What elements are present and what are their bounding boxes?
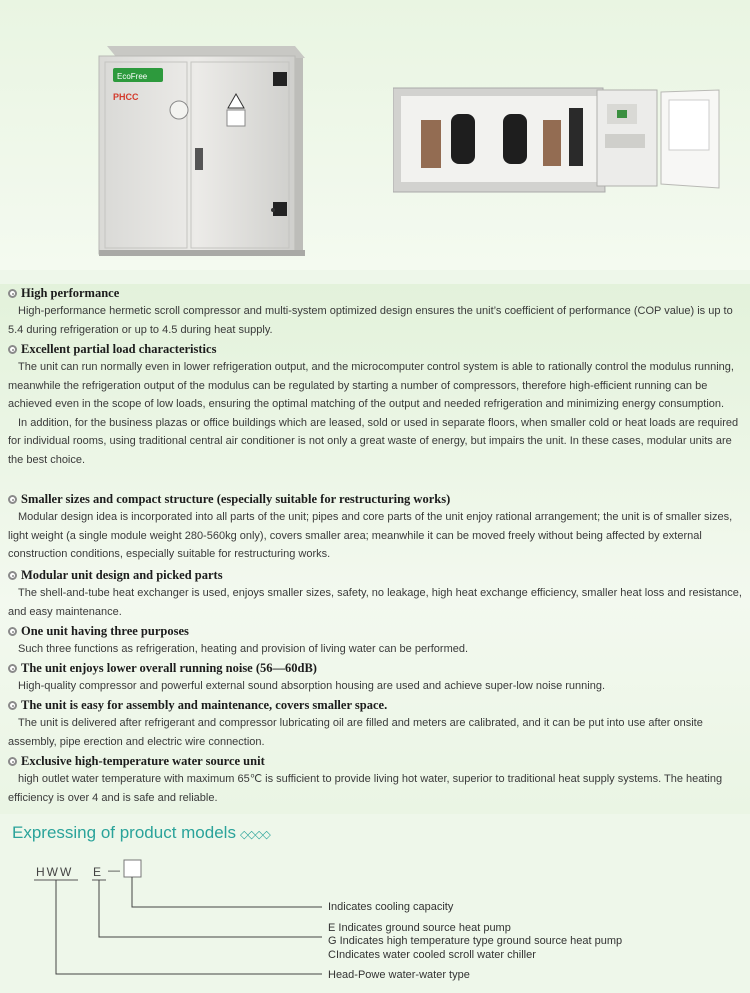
circle-bullet-icon <box>8 289 17 298</box>
feature-modular-design <box>8 566 742 621</box>
connector-prefix <box>56 880 322 974</box>
feature-heading: One unit having three purposes <box>21 624 189 638</box>
code-letter: E <box>93 865 104 879</box>
feature-heading: The unit enjoys lower overall running noise (56—60dB) <box>21 661 317 675</box>
model-code-diagram <box>0 852 750 993</box>
models-title-text: Expressing of product models <box>12 823 236 842</box>
feature-text: Such three functions as refrigeration, heating and provision of living water can be performed. <box>18 643 469 655</box>
feature-heading: High performance <box>21 286 120 300</box>
feature-heading: The unit is easy for assembly and maintenance, covers smaller space. <box>21 698 388 712</box>
circle-bullet-icon <box>8 571 17 580</box>
circle-bullet-icon <box>8 627 17 636</box>
feature-text: The unit can run normally even in lower refrigeration output, and the microcomputer control system is able to rationally control the modulus running, meanwhile the refrigeration output of the modulus can be regulated by starting a number of compressors, therefore high-efficient running can be achieved even in the scope of low loads, ensuring the optimal matching of the output and needed refrigeration and minimizing energy consumption. <box>8 361 734 411</box>
feature-text: The shell-and-tube heat exchanger is used, enjoys smaller sizes, safety, no leakage, high heat exchange efficiency, smaller heat loss and resistance, and easy maintenance. <box>8 587 742 618</box>
feature-heading: Excellent partial load characteristics <box>21 342 217 356</box>
feature-compact-structure <box>8 490 742 564</box>
feature-heading: Smaller sizes and compact structure (especially suitable for restructuring works) <box>21 492 451 506</box>
circle-bullet-icon <box>8 495 17 504</box>
hinge-top <box>273 72 287 86</box>
circle-bullet-icon <box>8 664 17 673</box>
circle-bullet-icon <box>8 757 17 766</box>
hinge-bottom <box>273 202 287 216</box>
feature-text: High-quality compressor and powerful external sound absorption housing are used and achieve super-low noise running. <box>18 680 606 692</box>
feature-text: Modular design idea is incorporated into all parts of the unit; pipes and core parts of the unit enjoy rational arrangement; the unit is of smaller sizes, light weight (a single module weight 280-560kg only), covers smaller area; meanwhile it can be moved freely without being affected by external construction conditions, especially suitable for restructuring works. <box>8 511 733 561</box>
feature-easy-assembly <box>8 696 742 751</box>
feature-text: In addition, for the business plazas or office buildings which are leased, sold or used in separate floors, when smaller cold or heat loads are required for individual rooms, using traditional central air conditioner is not only a great waste of energy, but impairs the unit. In these cases, modular units are the best choice. <box>8 416 739 466</box>
code-prefix: HWW <box>36 865 74 879</box>
models-section-title <box>12 823 270 843</box>
ecofree-logo-text: EcoFree <box>117 72 148 81</box>
features-section <box>0 284 750 814</box>
feature-three-purposes <box>8 622 742 659</box>
legend-cooling-capacity: Indicates cooling capacity <box>328 901 454 913</box>
legend-water-water: Head-Powe water-water type <box>328 969 470 981</box>
feature-heading: Exclusive high-temperature water source unit <box>21 754 265 768</box>
capacity-box <box>124 860 141 877</box>
circle-bullet-icon <box>8 701 17 710</box>
feature-text: high outlet water temperature with maximum 65℃ is sufficient to provide living hot water, superior to traditional heat supply systems. The heating efficiency is over 4 and is safe and reliable. <box>8 773 723 804</box>
legend-ground-source: E Indicates ground source heat pump <box>328 922 511 934</box>
code-dash: — <box>108 863 122 877</box>
legend-chiller: CIndicates water cooled scroll water chiller <box>328 949 536 961</box>
feature-text: High-performance hermetic scroll compressor and multi-system optimized design ensures the unit’s coefficient of performance (COP value) is up to 5.4 during refrigeration or up to 4.5 during heat supply. <box>8 305 733 336</box>
legend-high-temp: G Indicates high temperature type ground source heat pump <box>328 935 623 947</box>
unit-open-photo <box>393 84 723 194</box>
connector-capacity <box>132 877 322 907</box>
unit-closed-photo <box>95 38 305 260</box>
feature-partial-load <box>8 340 742 470</box>
door-handle <box>195 148 203 170</box>
feature-heading: Modular unit design and picked parts <box>21 568 223 582</box>
circle-bullet-icon <box>8 345 17 354</box>
phcc-logo-text: PHCC <box>113 92 139 102</box>
compressor-1 <box>451 114 475 164</box>
diamonds-ornament: ◇◇◇◇ <box>239 829 270 841</box>
feature-high-performance <box>8 284 742 339</box>
feature-low-noise <box>8 659 742 696</box>
pressure-gauge <box>170 101 188 119</box>
feature-text: The unit is delivered after refrigerant and compressor lubricating oil are filled and meters are calibrated, and it can be put into use after onsite assembly, pipe erection and electric wire connection. <box>8 717 703 748</box>
compressor-2 <box>503 114 527 164</box>
feature-high-temp-water <box>8 752 742 807</box>
copper-pipes <box>421 120 441 168</box>
